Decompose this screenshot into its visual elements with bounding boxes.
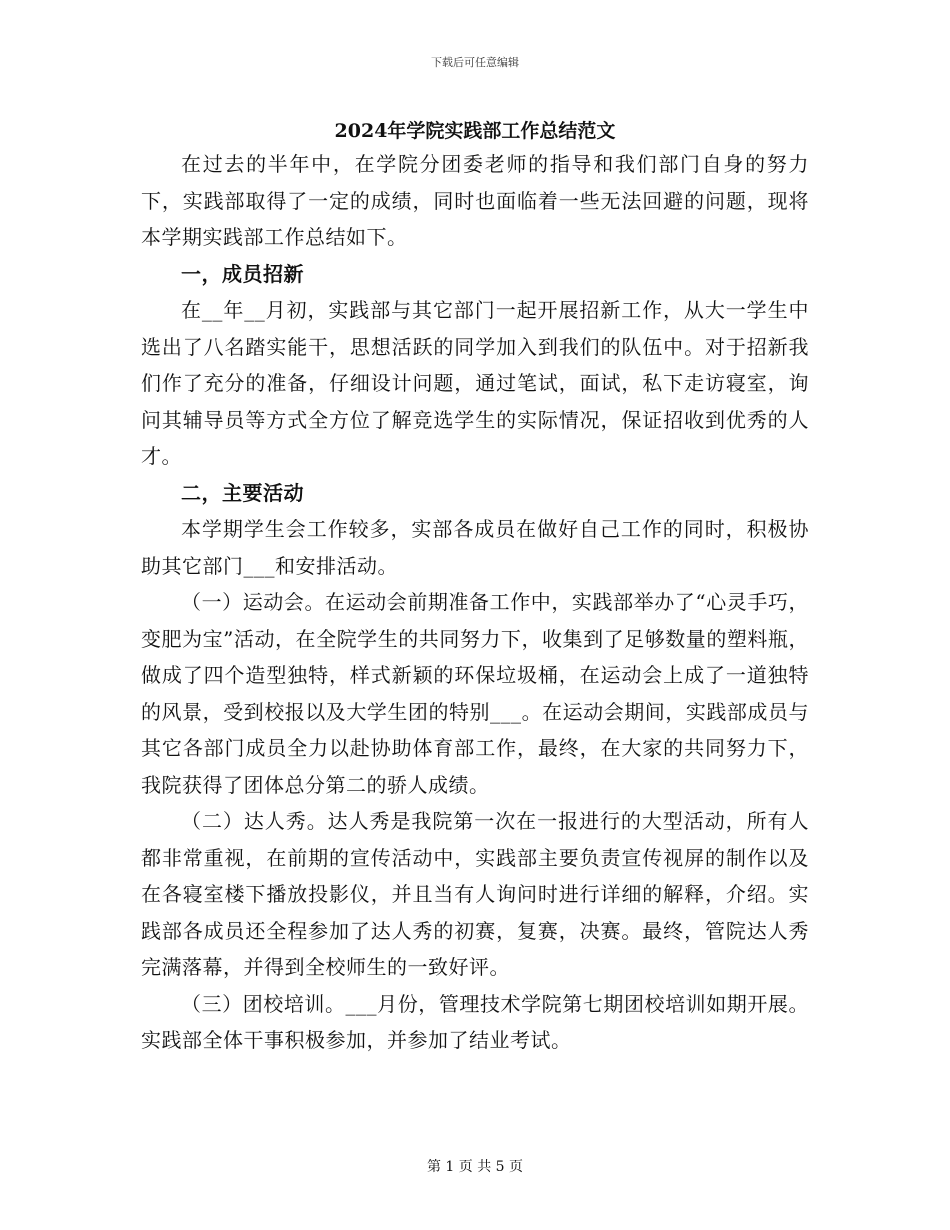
activities-intro-paragraph: 本学期学生会工作较多，实部各成员在做好自己工作的同时，积极协助其它部门___和安排活动。 [141, 517, 809, 578]
intro-paragraph: 在过去的半年中，在学院分团委老师的指导和我们部门自身的努力下，实践部取得了一定的成绩，同时也面临着一些无法回避的问题，现将本学期实践部工作总结如下。 [141, 152, 809, 249]
activity-talent-show: （二）达人秀。达人秀是我院第一次在一报进行的大型活动，所有人都非常重视，在前期的宣传活动中，实践部主要负责宣传视屏的制作以及在各寝室楼下播放投影仪，并且当有人询问时进行详细的解释，介绍。实践部各成员还全程参加了达人秀的初赛，复赛，决赛。最终，管院达人秀完满落幕，并得到全校师生的一致好评。 [141, 809, 809, 979]
recruitment-paragraph: 在__年__月初，实践部与其它部门一起开展招新工作，从大一学生中选出了八名踏实能干，思想活跃的同学加入到我们的队伍中。对于招新我们作了充分的准备，仔细设计问题，通过笔试，面试，私下走访寝室，询问其辅导员等方式全方位了解竞选学生的实际情况，保证招收到优秀的人才。 [141, 298, 809, 468]
section-heading-activities: 二，主要活动 [181, 480, 304, 505]
page-footer: 第 1 页 共 5 页 [426, 1159, 524, 1175]
header-note: 下载后可任意编辑 [431, 56, 519, 69]
activity-sports-meet: （一）运动会。在运动会前期准备工作中，实践部举办了“心灵手巧，变肥为宝”活动，在全院学生的共同努力下，收集到了足够数量的塑料瓶，做成了四个造型独特，样式新颖的环保垃圾桶，在运动会上成了一道独特的风景，受到校报以及大学生团的特别___。在运动会期间，实践部成员与其它各部门成员全力以赴协助体育部工作，最终，在大家的共同努力下，我院获得了团体总分第二的骄人成绩。 [141, 590, 809, 797]
activity-training: （三）团校培训。___月份，管理技术学院第七期团校培训如期开展。实践部全体干事积极参加，并参加了结业考试。 [141, 991, 809, 1052]
section-heading-recruitment: 一，成员招新 [181, 261, 304, 286]
document-body [141, 146, 809, 1059]
document-title: 2024年学院实践部工作总结范文 [334, 120, 616, 142]
